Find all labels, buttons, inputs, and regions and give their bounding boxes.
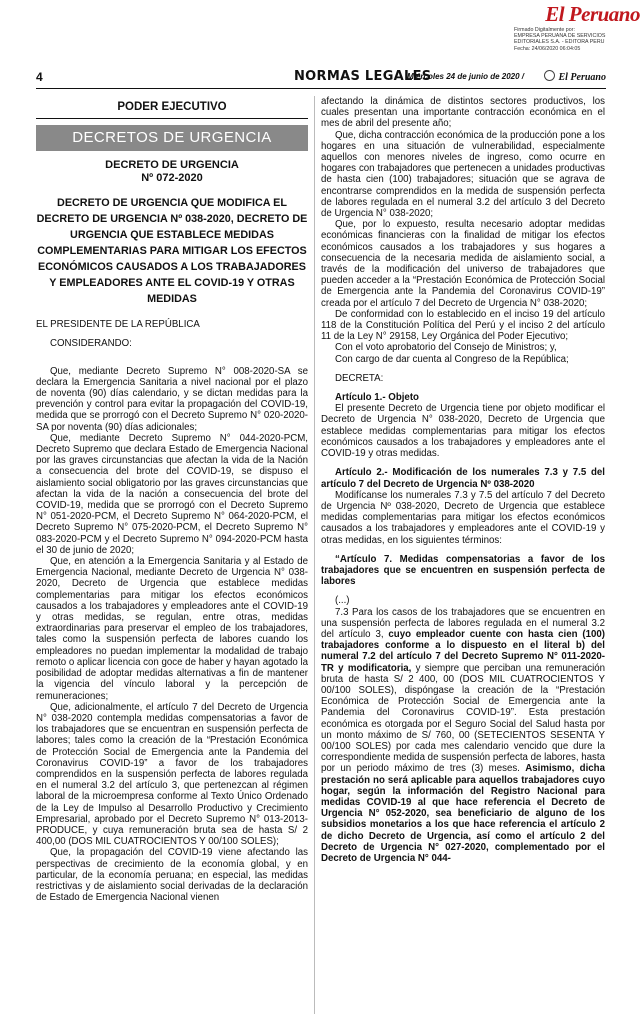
paragraph: Que, en atención a la Emergencia Sanitaria y al Estado de Emergencia Nacional, mediante Decreto de Urgencia N° 038-2020, Decreto de Urgencia que establece medidas complementarias para mitigar los efectos económicos causados a los trabajadores y empleadores ante el COVID-19 y otras medidas, se regulan, entre otras, medidas extraordinarias para preservar el empleo de los trabajadores, tales como la suspensión perfecta de labores cuando los empleadores no puedan implementar la modalidad de trabajo remoto o aplicar licencia con goce de haber y hayan agotado la posibilidad de adoptar medidas alternativas a fin de mantener la vigencia del vínculo laboral y la percepción de remuneraciones; <box>36 556 308 702</box>
article-1-title <box>321 392 605 403</box>
text-run-bold: cuyo empleador cuente con hasta cien (100) trabajadores conforme a lo dispuesto en el literal b) del numeral 7.2 del artículo 7 del Decreto Supremo N° 011-2020-TR y modificatoria, <box>321 628 605 674</box>
decree-number-line: Nº 072-2020 <box>141 172 203 185</box>
presidente-line: EL PRESIDENTE DE LA REPÚBLICA <box>36 319 200 331</box>
decretos-banner: DECRETOS DE URGENCIA <box>36 125 308 151</box>
left-column <box>36 96 308 903</box>
decree-number <box>36 159 308 185</box>
paragraph: Que, mediante Decreto Supremo N° 044-2020-PCM, Decreto Supremo que declara Estado de Emergencia Nacional por las graves circunstancias que afectan la vida de la Nación a consecuencia del brote del COVID-19, se dispuso el aislamiento social obligatorio por las graves circunstancias que afectan la vida de la nación a consecuencia del brote del COVID-19, medida que se prorrogó con el Decreto Supremo N° 051-2020-PCM, el Decreto Supremo N° 064-2020-PCM, el Decreto Supremo N° 075-2020-PCM, el Decreto Supremo N° 083-2020-PCM y el Decreto Supremo N° 094-2020-PCM hasta el 30 de junio de 2020; <box>36 432 308 556</box>
paragraph-7-3 <box>321 607 605 865</box>
text-run: y siempre que perciban una remuneración bruta de hasta S/ 2 400, 00 (DOS MIL CUATROCIENTOS Y 00/100 SOLES), dispóngase la creación de la “Prestación Económica de Protección Social de Emergencia ante la Pandemia del Coronavirus COVID-19”. Esta prestación económica es otorgada por el Seguro Social del Salud hasta por un monto máximo de S/ 760, 00 (SETECIENTOS SESENTA Y 00/100 SOLES) por cada mes calendario vencido que dure la correspondiente medida de suspensión perfecta de labores, hasta por un periodo máximo de tres (3) meses. <box>321 662 605 775</box>
text-run-bold: Asimismo, dicha prestación no será aplicable para aquellos trabajadores cuyo hogar, según la información del Registro Nacional para medidas COVID-19 al que hace referencia el Decreto de Urgencia N° 052-2020, sea beneficiario de alguno de los subsidios monetarios a los que hace referencia el artículo 2 de dicho Decreto de Urgencia, así como el artículo 2 del Decreto de Urgencia N° 027-2020, complementado por el Decreto de Urgencia N° 044- <box>321 763 605 864</box>
digital-signature-line: EDITORIALES S.A. - EDITORA PERU <box>514 39 605 46</box>
logo-brand: El Peruano <box>545 2 640 26</box>
decreta-heading: DECRETA: <box>335 372 384 384</box>
paragraph: Que, mediante Decreto Supremo N° 008-2020-SA se declara la Emergencia Sanitaria a nivel nacional por el plazo de noventa (90) días calendario, y se dictan medidas para la prevención y control para evitar la propagación del COVID-19, medida que se prorrogó con el Decreto Supremo N° 020-2020-SA por noventa (90) días adicionales; <box>36 365 308 433</box>
text-run: 7.3 Para los casos de los trabajadores que se encuentren en una suspensión perfecta de labores regulada en el numeral 3.2 del artículo 3, <box>321 606 605 640</box>
article-2-title-text: Artículo 2.- Modificación de los numerales 7.3 y 7.5 del artículo 7 del Decreto de Urgencia Nº 038-2020 <box>321 467 605 490</box>
article-1-title-text: Artículo 1.- Objeto <box>335 392 419 404</box>
paragraph: Modifícanse los numerales 7.3 y 7.5 del artículo 7 del Decreto de Urgencia Nº 038-2020, Decreto de Urgencia que establece medidas complementarias para mitigar los efectos económicos causados a los trabajadores y empleadores ante el COVID-19 y otras medidas, en los siguientes términos: <box>321 489 605 546</box>
article-2-title <box>321 467 605 489</box>
seal-icon <box>544 70 555 81</box>
paragraph: El presente Decreto de Urgencia tiene por objeto modificar el Decreto de Urgencia N° 038-2020, Decreto de Urgencia que establece medidas complementarias para mitigar los efectos económicos causados a los trabajadores y empleadores ante el COVID-19 y otras medidas. <box>321 403 605 460</box>
quoted-article-title: “Artículo 7. Medidas compensatorias a favor de los trabajadores que se encuentren en suspensión perfecta de labores <box>321 553 605 588</box>
digital-signature-line: Fecha: 24/06/2020 06:04:05 <box>514 45 581 52</box>
paragraph: Que, la propagación del COVID-19 viene afectando las perspectivas de crecimiento de la economía global, y en particular, de la economía peruana; en especial, las medidas restrictivas y de aislamiento social derivadas de la declaración de Estado de Emergencia Nacional vienen <box>36 847 308 904</box>
column-divider <box>314 96 315 1014</box>
el-peruano-logo <box>512 2 640 52</box>
paragraph: Con el voto aprobatorio del Consejo de Ministros; y, <box>335 342 557 354</box>
paragraph: Que, por lo expuesto, resulta necesario adoptar medidas económicas financieras con la finalidad de mitigar los efectos económicos causados a los trabajadores y sus hogares a consecuencia de la necesaria medida de aislamiento social, a través de la modificación del universo de trabajadores que pueden acceder a la “Prestación Económica de Protección Social de Emergencia ante la Pandemia del Coronavirus COVID-19” creada por el artículo 7 del Decreto de Urgencia N° 038-2020; <box>321 219 605 309</box>
paragraph: Que, adicionalmente, el artículo 7 del Decreto de Urgencia N° 038-2020 contempla medidas compensatorias a favor de los trabajadores que se encuentran en suspensión perfecta de labores; tales como la creación de la “Prestación Económica de Protección Social de Emergencia ante la Pandemia del Coronavirus COVID-19” a favor de los trabajadores comprendidos en la suspensión perfecta de labores regulada en el numeral 3.2 del artículo 3, que pertenezcan al régimen laboral de la microempresa conforme al Texto Único Ordenado de la Ley de Impulso al Desarrollo Productivo y Crecimiento Empresarial, aprobado por el Decreto Supremo N° 013-2013-PRODUCE, y cuya remuneración bruta sea de hasta S/ 2 400,00 (DOS MIL CUATROCIENTOS Y 00/100 SOLES); <box>36 701 308 848</box>
right-column <box>321 96 605 864</box>
paragraph: afectando la dinámica de distintos sectores productivos, los cuales presentan una importante contracción económica en el mes de abril del presente año; <box>321 96 605 130</box>
section-title: NORMAS LEGALES <box>294 69 432 84</box>
digital-signature-line: Firmado Digitalmente por: <box>514 27 575 33</box>
paragraph: Que, dicha contracción económica de la producción pone a los hogares en una situación de vulnerabilidad, especialmente aquellos con menores niveles de ingreso, como ocurre en hogares con trabajadores que pertenecen a unidades productivas de hasta cien (100) trabajadores; situación que se agrava de encontrarse comprendidos en la medida de suspensión perfecta de labores regulada en el numeral 3.2 del artículo 3 del Decreto de Urgencia N° 038-2020; <box>321 129 605 220</box>
header-brand-text: El Peruano <box>558 72 606 83</box>
decree-title-line: DECRETO DE URGENCIA <box>105 159 239 172</box>
page-number: 4 <box>36 70 43 84</box>
header-brand <box>544 70 606 83</box>
page-header <box>36 68 606 89</box>
ellipsis: (...) <box>335 595 350 607</box>
considerando-heading: CONSIDERANDO: <box>50 338 132 350</box>
digital-signature-line: EMPRESA PERUANA DE SERVICIOS <box>514 33 606 40</box>
decree-long-title: DECRETO DE URGENCIA QUE MODIFICA EL DECRETO DE URGENCIA Nº 038-2020, DECRETO DE URGENCIA QUE ESTABLECE MEDIDAS COMPLEMENTARIAS PARA MITIGAR LOS EFECTOS ECONÓMICOS CAUSADOS A LOS TRABAJADORES Y EMPLEADORES ANTE EL COVID-19 Y OTRAS MEDIDAS <box>36 197 308 306</box>
issue-date: Miércoles 24 de junio de 2020 / <box>407 72 524 81</box>
poder-ejecutivo-heading: PODER EJECUTIVO <box>36 96 308 119</box>
paragraph: De conformidad con lo establecido en el inciso 19 del artículo 118 de la Constitución Política del Perú y el inciso 2 del artículo 11 de la Ley N° 29158, Ley Orgánica del Poder Ejecutivo; <box>321 308 605 343</box>
paragraph: Con cargo de dar cuenta al Congreso de la República; <box>335 353 569 365</box>
digital-signature <box>512 27 640 52</box>
